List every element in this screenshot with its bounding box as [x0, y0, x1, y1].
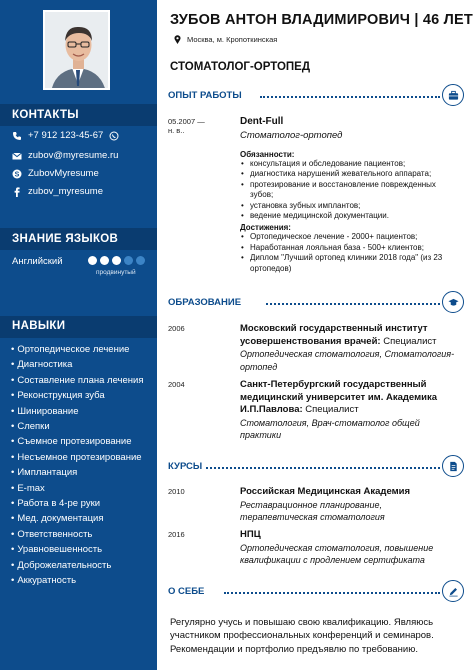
level-dot-empty [124, 256, 133, 265]
courses-section-title: КУРСЫ [168, 461, 206, 472]
graduation-cap-icon [442, 291, 464, 313]
contacts-title: КОНТАКТЫ [12, 109, 79, 121]
location [174, 35, 277, 44]
job-role: Стоматолог-ортопед [240, 130, 343, 141]
bullet-item: • Ортопедическое лечение - 2000+ пациентов; [240, 232, 460, 242]
skill-item: • Несъемное протезирование [11, 450, 151, 465]
duties-list [240, 159, 460, 221]
email-contact[interactable] [12, 150, 118, 161]
education-year-2: 2004 [168, 380, 185, 389]
bullet-item: • установка зубных имплантов; [240, 201, 460, 211]
bullet-item: • Диплом "Лучший ортопед клиники 2018 года" (из 23 ортопедов) [240, 253, 460, 274]
bullet-item: • консультация и обследование пациентов; [240, 159, 460, 169]
skype-contact[interactable] [12, 168, 99, 179]
mail-icon [12, 151, 22, 161]
level-dot-filled [112, 256, 121, 265]
experience-date-from: 05.2007 — [168, 117, 205, 126]
skills-list [11, 342, 151, 589]
education-specialization: Стоматология, Врач-стоматолог общей практики [240, 417, 420, 440]
course-provider: НПЦ [240, 529, 261, 540]
skill-item: • Аккуратность [11, 573, 151, 588]
level-dot-filled [88, 256, 97, 265]
course-entry-1 [240, 486, 460, 524]
svg-text:S: S [14, 171, 20, 179]
skills-title: НАВЫКИ [12, 320, 66, 332]
education-entry-2 [240, 379, 460, 442]
section-dotted-line [266, 303, 440, 305]
course-year-1: 2010 [168, 487, 185, 496]
language-level-label: продвинутый [96, 269, 136, 276]
about-section-header [168, 586, 464, 600]
skill-item: • Составление плана лечения [11, 373, 151, 388]
location-text: Москва, м. Кропоткинская [187, 35, 278, 44]
course-entry-2 [240, 529, 460, 567]
course-provider: Российская Медицинская Академия [240, 486, 411, 497]
education-degree: Специалист [383, 335, 437, 347]
phone-contact[interactable] [12, 130, 119, 141]
phone-icon [12, 131, 22, 141]
section-dotted-line [260, 96, 440, 98]
level-dot-empty [136, 256, 145, 265]
profile-photo [43, 10, 110, 90]
skill-item: • Съемное протезирование [11, 434, 151, 449]
language-name: Английский [12, 256, 63, 267]
experience-entry [240, 116, 460, 274]
email-text: zubov@myresume.ru [28, 150, 119, 161]
skill-item: • Слепки [11, 419, 151, 434]
pencil-icon [442, 580, 464, 602]
document-icon [442, 455, 464, 477]
skill-item: • Мед. документация [11, 511, 151, 526]
skill-item: • Работа в 4-ре руки [11, 496, 151, 511]
education-year-1: 2006 [168, 324, 185, 333]
course-description: Реставрационное планирование, терапевтическая стоматология [240, 499, 385, 522]
skill-item: • E-max [11, 481, 151, 496]
skill-item: • Ортопедическое лечение [11, 342, 151, 357]
skill-item: • Шинирование [11, 404, 151, 419]
education-section-header [168, 297, 464, 311]
phone-text: +7 912 123-45-67 [28, 130, 104, 141]
skill-item: • Диагностика [11, 357, 151, 372]
section-dotted-line [224, 592, 440, 594]
experience-section-title: ОПЫТ РАБОТЫ [168, 90, 246, 101]
courses-section-header [168, 461, 464, 475]
sidebar [0, 0, 157, 670]
facebook-contact[interactable] [12, 186, 103, 197]
education-specialization: Ортопедическая стоматология, Стоматология-ортопед [240, 349, 455, 372]
course-year-2: 2016 [168, 530, 185, 539]
bullet-item: • протезирование и восстановление поврежденных зубов; [240, 180, 460, 201]
language-level-dots [88, 256, 145, 265]
skill-item: • Доброжелательность [11, 558, 151, 573]
whatsapp-icon [109, 131, 119, 141]
skill-item: • Имплантация [11, 465, 151, 480]
skill-item: • Ответственность [11, 527, 151, 542]
experience-date-to: н. в.. [168, 126, 185, 135]
facebook-icon [12, 187, 22, 197]
skype-icon [12, 169, 22, 179]
company-name: Dent-Full [240, 116, 284, 127]
bullet-item: • Наработанная лояльная база - 500+ клиентов; [240, 243, 460, 253]
position-title: СТОМАТОЛОГ-ОРТОПЕД [170, 61, 311, 73]
section-dotted-line [206, 467, 440, 469]
duties-label: Обязанности: [240, 150, 295, 159]
location-pin-icon [174, 35, 181, 44]
candidate-name: ЗУБОВ АНТОН ВЛАДИМИРОВИЧ | 46 ЛЕТ [170, 12, 473, 28]
institution-name: Санкт-Петербургский государственный медицинский университет им. Академика И.П.Павлова: [240, 379, 437, 415]
skype-text: ZubovMyresume [28, 168, 99, 179]
about-section-title: О СЕБЕ [168, 586, 208, 597]
course-description: Ортопедическая стоматология, повышение квалификации с продлением сертификата [240, 542, 434, 565]
skill-item: • Реконструкция зуба [11, 388, 151, 403]
languages-title: ЗНАНИЕ ЯЗЫКОВ [12, 233, 119, 245]
level-dot-filled [100, 256, 109, 265]
achievements-list [240, 232, 460, 274]
institution-name: Московский государственный институт усовершенствования врачей: [240, 323, 428, 347]
experience-section-header [168, 90, 464, 104]
achievements-label: Достижения: [240, 223, 291, 233]
briefcase-icon [442, 84, 464, 106]
bullet-item: • диагностика нарушений жевательного аппарата; [240, 169, 460, 179]
education-entry-1 [240, 323, 460, 373]
education-degree: Специалист [305, 404, 359, 415]
about-text: Регулярно учусь и повышаю свою квалификацию. Являюсь участником профессиональных конференций и семинаров. Рекомендации и портфолио предъявлю по требованию. [170, 617, 434, 655]
bullet-item: • ведение медицинской документации. [240, 211, 460, 221]
education-section-title: ОБРАЗОВАНИЕ [168, 297, 245, 308]
skill-item: • Уравновешенность [11, 542, 151, 557]
facebook-text: zubov_myresume [28, 186, 103, 197]
